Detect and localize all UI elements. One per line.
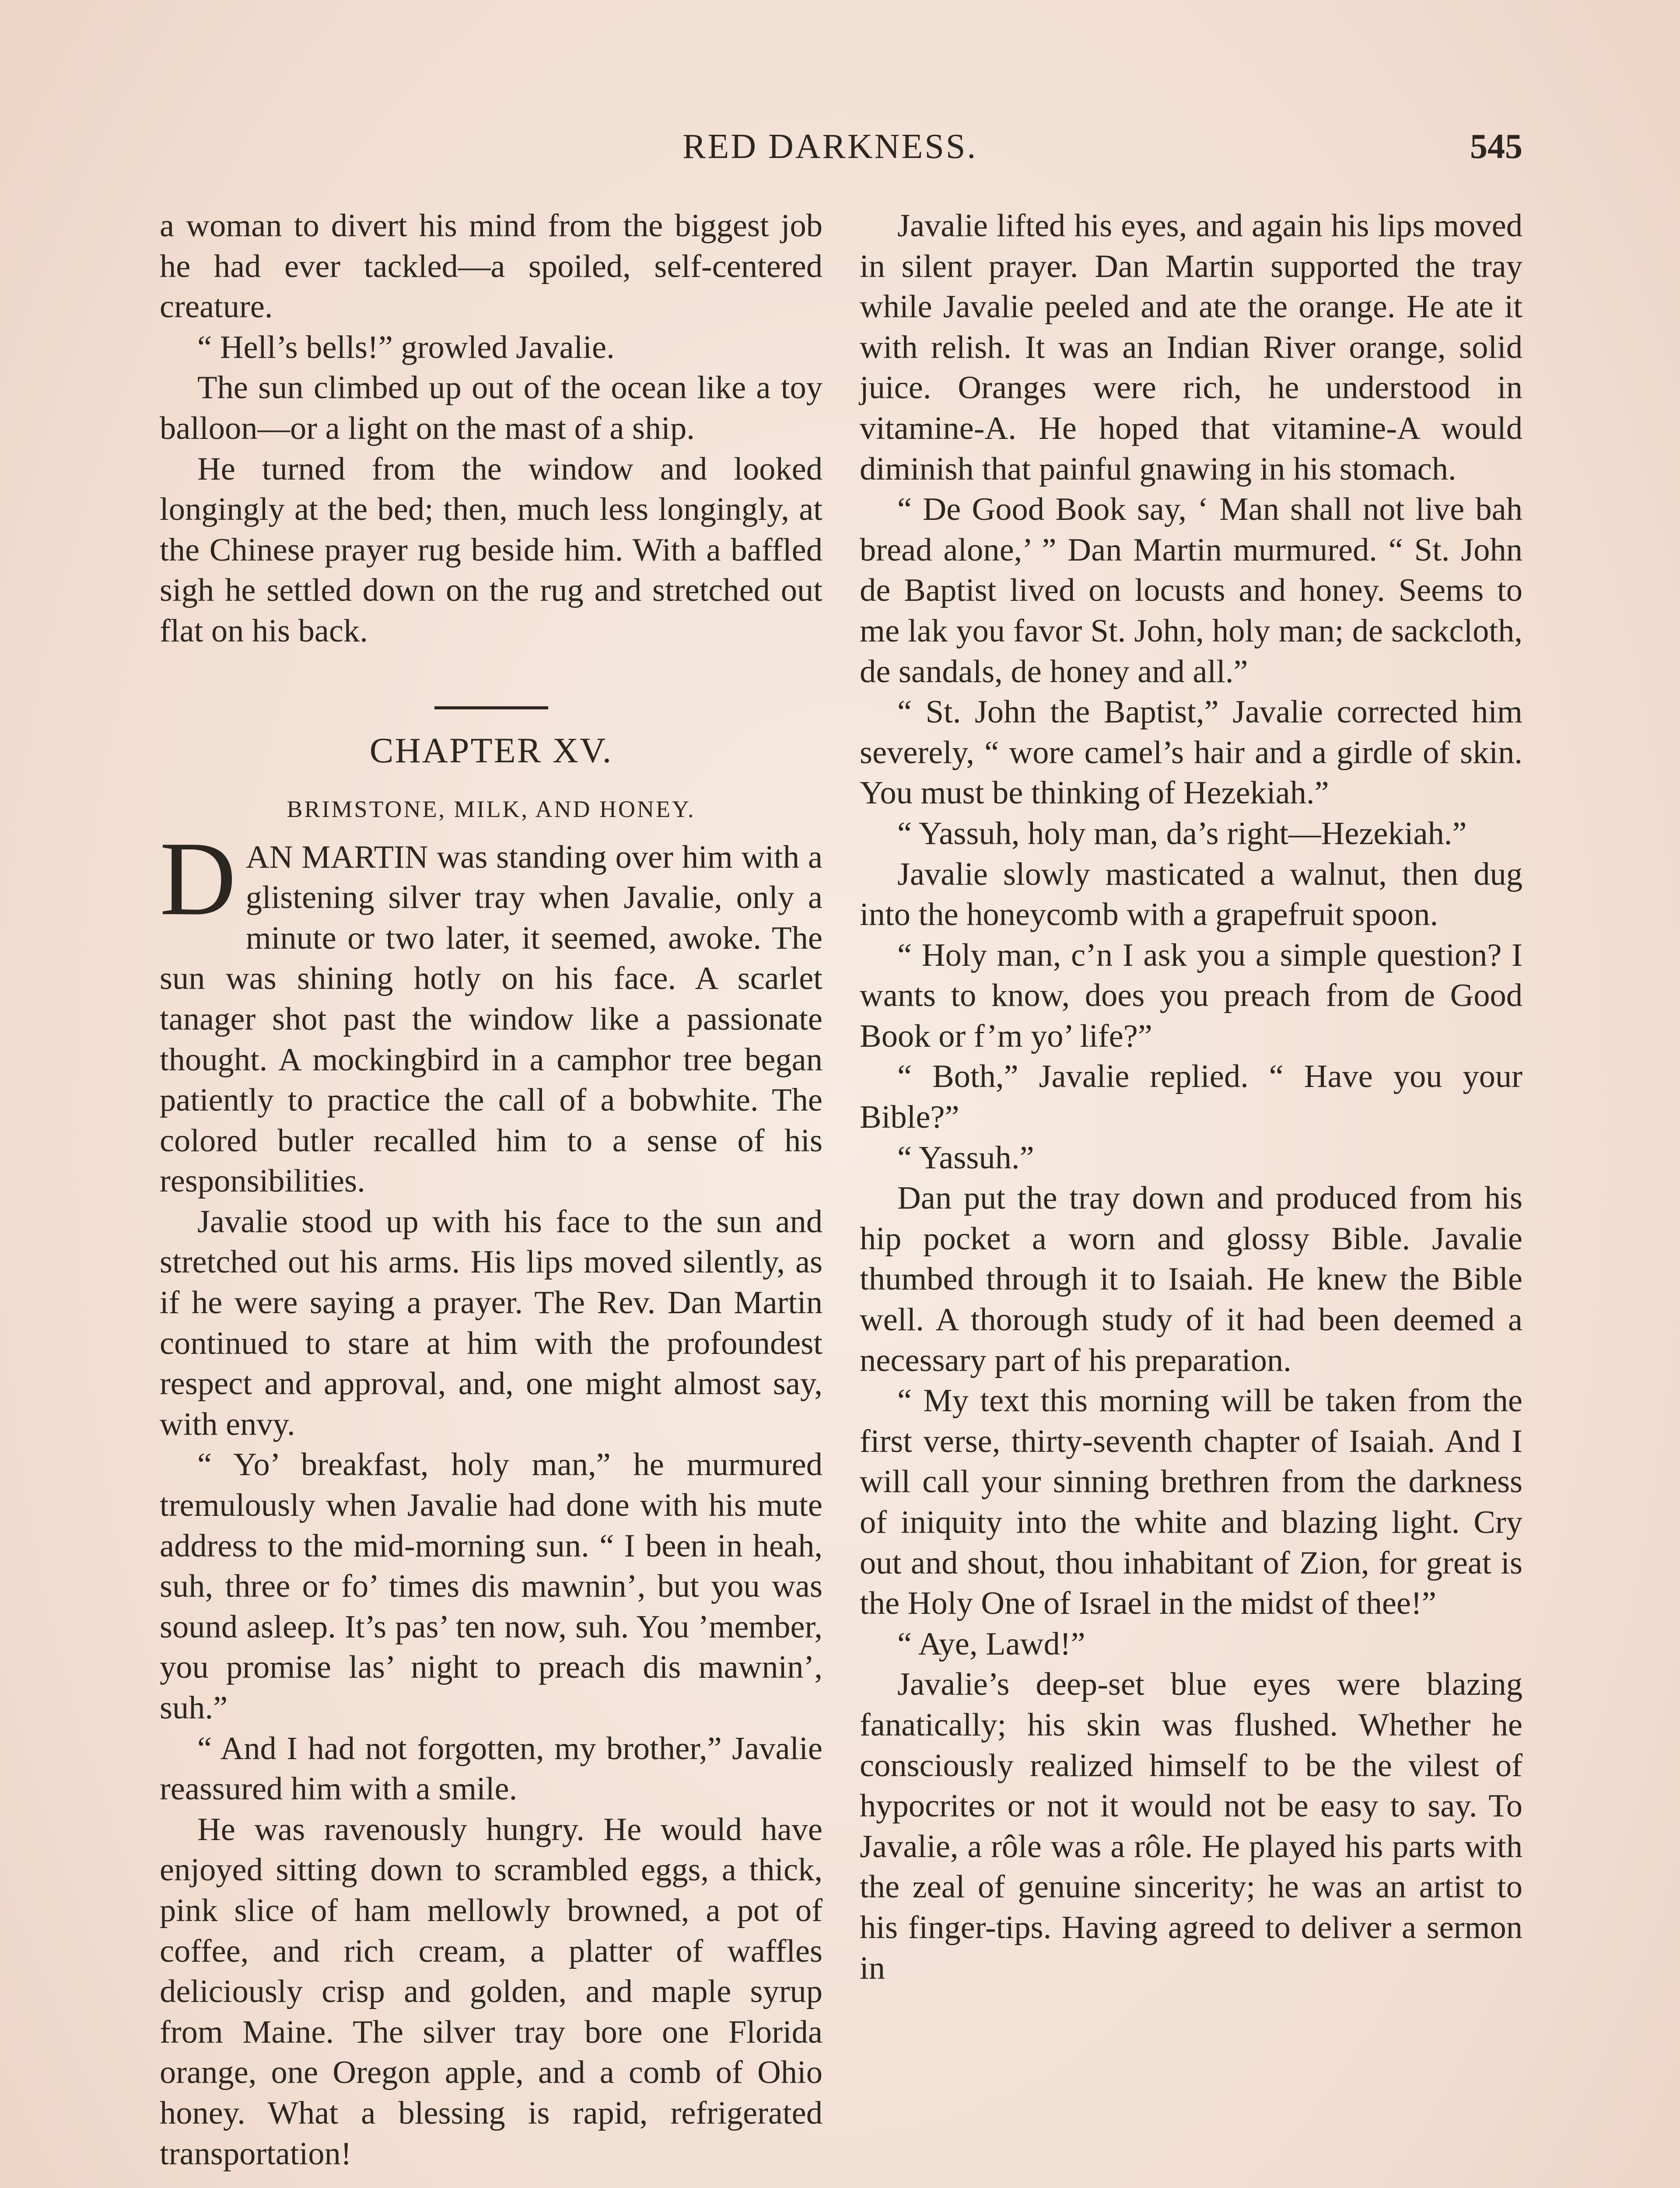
running-head: RED DARKNESS. — [682, 127, 978, 166]
paragraph: Dan put the tray down and produced from his hip pocket a worn and glossy Bible. Javalie thumbed through it to Isaiah. He knew the Bible well. A thorough study of it had been deemed a necessary part of his preparation. — [860, 1180, 1522, 1378]
page-header — [0, 123, 1680, 175]
chapter-title: CHAPTER XV. — [369, 730, 613, 770]
page-number: 545 — [1470, 127, 1522, 166]
paragraph: Javalie’s deep-set blue eyes were blazing fanatically; his skin was flushed. Whether he consciously realized himself to be the vilest of hypocrites or not it would not be easy to say. To Javalie, a rôle was a rôle. He played his parts with the zeal of genuine sincerity; he was an artist to his finger-tips. Having agreed to deliver a sermon in — [860, 1666, 1522, 1986]
paragraph: a woman to divert his mind from the biggest job he had ever tackled—a spoiled, self-centered creature. — [160, 208, 822, 325]
section-divider — [434, 706, 548, 709]
paragraph: “ And I had not forgotten, my brother,” Javalie reassured him with a smile. — [160, 1730, 822, 1807]
paragraph: “ Yo’ breakfast, holy man,” he murmured tremulously when Javalie had done with his mute address to the mid-morning sun. “ I been in heah, suh, three or fo’ times dis mawnin’, but you was sound asleep. It’s pas’ ten now, suh. You ’member, you promise las’ night to preach dis mawnin’, suh.” — [160, 1447, 822, 1726]
paragraph: Javalie slowly masticated a walnut, then dug into the honeycomb with a grapefruit spoon. — [860, 856, 1522, 933]
right-column — [860, 206, 1522, 1988]
chapter-opening-paragraph — [160, 820, 822, 1202]
paragraph: Javalie lifted his eyes, and again his lips moved in silent prayer. Dan Martin supported the tray while Javalie peeled and ate the orange. He ate it with relish. It was an Indian River orange, solid juice. Oranges were rich, he understood in vitamine-A. He hoped that vitamine-A would diminish that painful gnawing in his stomach. — [860, 208, 1522, 487]
paragraph-text: AN MARTIN was standing over him with a glistening silver tray when Javalie, only a minute or two later, it seemed, awoke. The sun was shining hotly on his face. A scarlet tanager shot past the window like a passionate thought. A mockingbird in a camphor tree began patiently to practice the call of a bobwhite. The colored butler recalled him to a sense of his responsibilities. — [160, 839, 822, 1199]
paragraph: “ Yassuh, holy man, da’s right—Hezekiah.” — [897, 815, 1467, 852]
paragraph: “ Yassuh.” — [897, 1140, 1034, 1176]
paragraph: “ Aye, Lawd!” — [897, 1626, 1085, 1662]
paragraph: He turned from the window and looked longingly at the bed; then, much less longingly, at the Chinese prayer rug beside him. With a baffled sigh he settled down on the rug and stretched out flat on his back. — [160, 451, 822, 649]
paragraph: “ Both,” Javalie replied. “ Have you your Bible?” — [860, 1059, 1522, 1136]
paragraph: “ De Good Book say, ‘ Man shall not live bah bread alone,’ ” Dan Martin murmured. “ St. John de Baptist lived on locusts and honey. Seems to me lak you favor St. John, holy man; de sackcloth, de sandals, de honey and all.” — [860, 491, 1522, 690]
chapter-subtitle: BRIMSTONE, MILK, AND HONEY. — [287, 796, 696, 822]
left-column — [160, 206, 822, 2174]
paragraph: “ Holy man, c’n I ask you a simple question? I wants to know, does you preach from de Good Book or f’m yo’ life?” — [860, 937, 1522, 1054]
paragraph: “ St. John the Baptist,” Javalie corrected him severely, “ wore camel’s hair and a girdle of skin. You must be thinking of Hezekiah.” — [860, 694, 1522, 811]
paragraph: He was ravenously hungry. He would have enjoyed sitting down to scrambled eggs, a thick, pink slice of ham mellowly browned, a pot of coffee, and rich cream, a platter of waffles deliciously crisp and golden, and maple syrup from Maine. The silver tray bore one Florida orange, one Oregon apple, and a comb of Ohio honey. What a blessing is rapid, refrigerated transportation! — [160, 1811, 822, 2172]
drop-cap: D — [160, 820, 236, 937]
paragraph: “ Hell’s bells!” growled Javalie. — [197, 329, 615, 365]
paragraph: The sun climbed up out of the ocean like a toy balloon—or a light on the mast of a ship. — [160, 370, 822, 446]
paragraph: “ My text this morning will be taken from the first verse, thirty-seventh chapter of Isaiah. And I will call your sinning brethren from the darkness of iniquity into the white and blazing light. Cry out and shout, thou inhabitant of Zion, for great is the Holy One of Israel in the midst of thee!” — [860, 1383, 1522, 1622]
paragraph: Javalie stood up with his face to the sun and stretched out his arms. His lips moved silently, as if he were saying a prayer. The Rev. Dan Martin continued to stare at him with the profoundest respect and approval, and, one might almost say, with envy. — [160, 1203, 822, 1442]
